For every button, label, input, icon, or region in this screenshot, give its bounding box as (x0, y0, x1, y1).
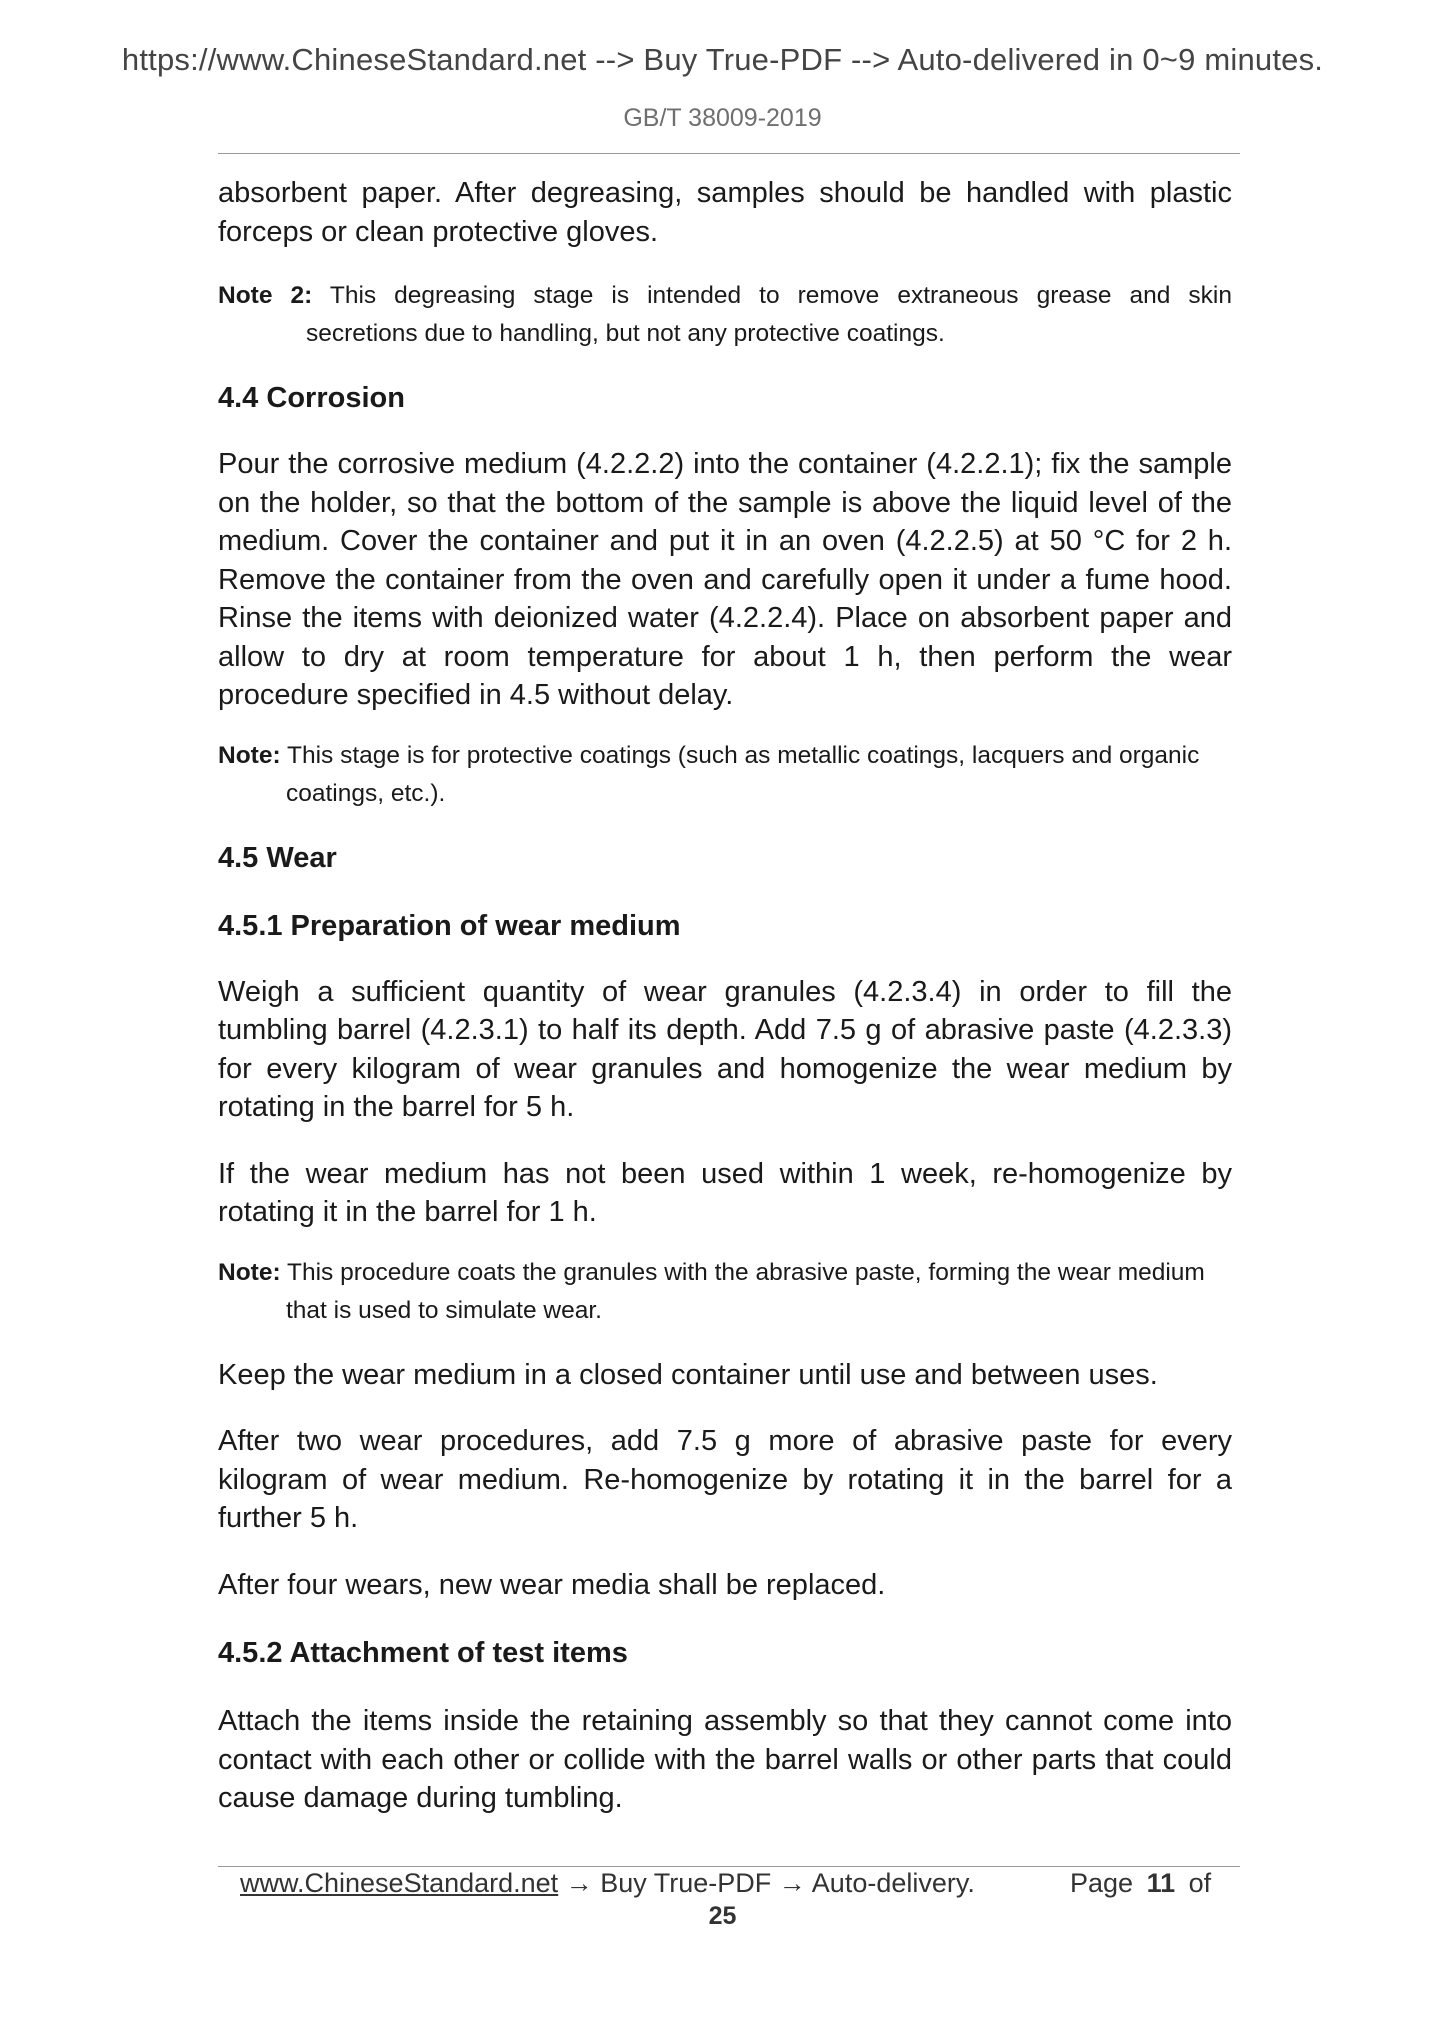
footer-buy: Buy True-PDF (600, 1868, 772, 1898)
footer-site-link[interactable]: www.ChineseStandard.net (240, 1868, 559, 1898)
note-wear-medium-label: Note: (218, 1258, 281, 1286)
note-2-label: Note 2: (218, 282, 313, 309)
paragraph-attach: Attach the items inside the retaining assembly so that they cannot come into contact with each other or collide with the barrel walls or other parts that could cause damage during tumbling. (218, 1705, 1232, 1814)
standard-number: GB/T 38009-2019 (623, 104, 822, 132)
note-corrosion (218, 737, 1232, 813)
note-2 (218, 277, 1232, 353)
paragraph-rehomogenize: If the wear medium has not been used within 1 week, re-homogenize by rotating it in the barrel for 1 h. (218, 1157, 1232, 1228)
note-2-line2: secretions due to handling, but not any protective coatings. (306, 320, 945, 347)
arrow-icon: → (778, 1868, 806, 1898)
footer-left (240, 1868, 975, 1899)
note-corrosion-line2: coatings, etc.). (286, 779, 446, 807)
paragraph-weigh: Weigh a sufficient quantity of wear granules (4.2.3.4) in order to fill the tumbling barrel (4.2.3.1) to half its depth. Add 7.5 g of abrasive paste (4.2.3.3) for every kilogram of wear granules and homogenize the wear medium by rotating in the barrel for 5 h. (218, 975, 1232, 1123)
heading-4-5-2: 4.5.2 Attachment of test items (218, 1637, 628, 1669)
page-total: 25 (708, 1902, 737, 1930)
heading-4-5-1: 4.5.1 Preparation of wear medium (218, 909, 681, 942)
note-wear-medium-line2: that is used to simulate wear. (286, 1296, 602, 1324)
paragraph-corrosion: Pour the corrosive medium (4.2.2.2) into the container (4.2.2.1); fix the sample on the holder, so that the bottom of the sample is above the liquid level of the medium. Cover the container and put it in an oven (4.2.2.5) at 50 °C for 2 h. Remove the container from the oven and carefully open it under a fume hood. Rinse the items with deionized water (4.2.2.4). Place on absorbent paper and allow to dry at room temperature for about 1 h, then perform the wear procedure specified in 4.5 without delay. (218, 448, 1232, 711)
note-corrosion-label: Note: (218, 741, 281, 769)
paragraph-keep: Keep the wear medium in a closed container until use and between uses. (218, 1358, 1158, 1391)
paragraph-after-four: After four wears, new wear media shall be replaced. (218, 1568, 886, 1601)
note-corrosion-line1: This stage is for protective coatings (such as metallic coatings, lacquers and organic (286, 741, 1200, 769)
heading-4-5: 4.5 Wear (218, 841, 337, 874)
paragraph-continuation: absorbent paper. After degreasing, samples should be handled with plastic forceps or clean protective gloves. (218, 177, 1232, 248)
page-number: 11 (1146, 1868, 1176, 1898)
note-wear-medium (218, 1254, 1232, 1330)
footer-divider (218, 1866, 1240, 1867)
footer-auto: Auto-delivery. (811, 1868, 975, 1898)
page-label: Page (1070, 1868, 1134, 1898)
footer-page (1070, 1868, 1211, 1899)
header-url-line: https://www.ChineseStandard.net --> Buy True-PDF --> Auto-delivered in 0~9 minutes. (121, 42, 1324, 77)
header-divider (218, 153, 1240, 154)
page-content (218, 170, 1232, 1818)
of-label: of (1188, 1868, 1212, 1898)
note-2-line1: This degreasing stage is intended to remove extraneous grease and skin (329, 282, 1232, 309)
heading-4-4: 4.4 Corrosion (218, 382, 405, 414)
paragraph-after-two: After two wear procedures, add 7.5 g more of abrasive paste for every kilogram of wear medium. Re-homogenize by rotating it in the barrel for a further 5 h. (218, 1425, 1232, 1534)
note-wear-medium-line1: This procedure coats the granules with the abrasive paste, forming the wear medium (286, 1258, 1205, 1286)
arrow-icon: → (565, 1868, 593, 1898)
